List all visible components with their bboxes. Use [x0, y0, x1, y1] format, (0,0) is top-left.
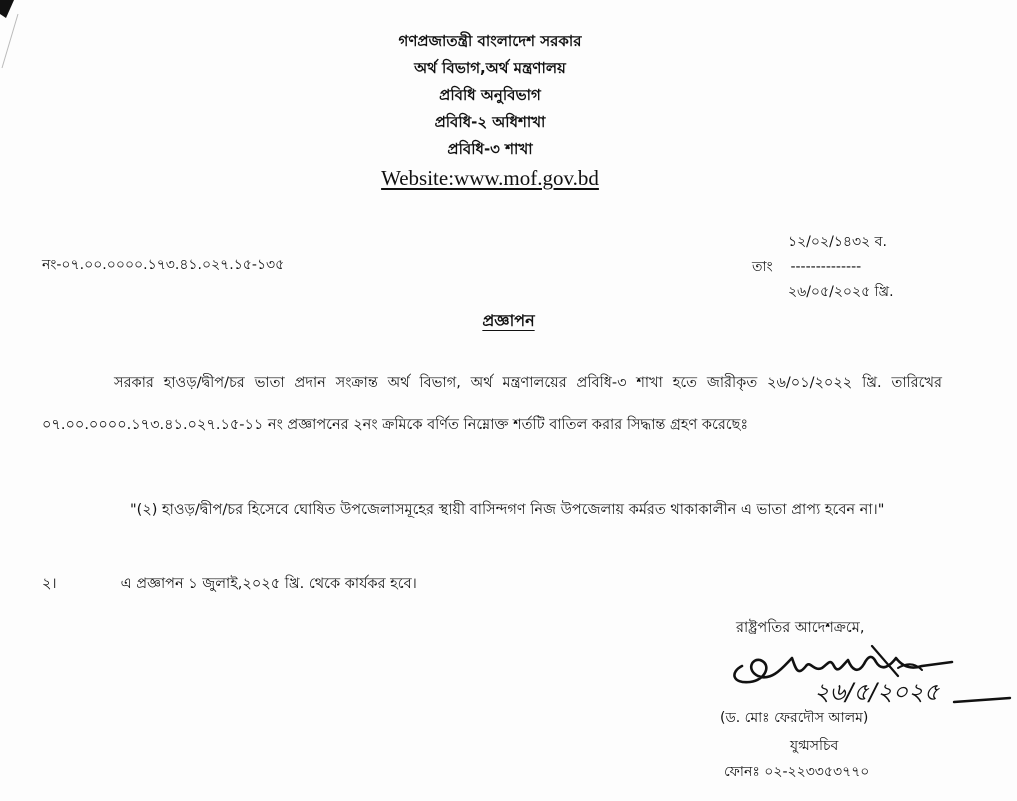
website-link[interactable]: Website:www.mof.gov.bd: [381, 166, 599, 190]
document-title: প্রজ্ঞাপন: [482, 311, 535, 330]
signer-name: (ড. মোঃ ফেরদৌস আলম): [720, 710, 869, 726]
date-label-row: [752, 255, 922, 280]
date-bangla: ১২/০২/১৪৩২ ব.: [788, 234, 887, 250]
signer-designation: যুগ্মসচিব: [790, 738, 839, 754]
handwritten-signature: [722, 636, 1012, 716]
letterhead: [300, 28, 680, 191]
letterhead-line-government: গণপ্রজাতন্ত্রী বাংলাদেশ সরকার: [398, 32, 582, 50]
letterhead-line-division: অর্থ বিভাগ,অর্থ মন্ত্রণালয়: [414, 59, 566, 77]
letterhead-line-subwing: প্রবিধি-২ অধিশাখা: [434, 113, 546, 131]
clause-text: এ প্রজ্ঞাপন ১ জুলাই,২০২৫ খ্রি. থেকে কার্যকর হবে।: [120, 576, 417, 592]
date-dashes: --------------: [790, 259, 862, 275]
date-block: [752, 230, 922, 305]
date-gregorian: ২৬/০৫/২০২৫ খ্রি.: [788, 284, 894, 300]
letterhead-line-wing: প্রবিধি অনুবিভাগ: [439, 86, 541, 104]
quoted-condition: "(২) হাওড়/দ্বীপ/চর হিসেবে ঘোষিত উপজেলাসমূহের স্থায়ী বাসিন্দগণ নিজ উপজেলায় কর্মরত থাকাকালীন এ ভাতা প্রাপ্য হবেন না।": [130, 502, 885, 518]
body-paragraph: সরকার হাওড়/দ্বীপ/চর ভাতা প্রদান সংক্রান্ত অর্থ বিভাগ, অর্থ মন্ত্রণালয়ের প্রবিধি-৩ শাখা হতে জারীকৃত ২৬/০১/২০২২ খ্রি. তারিখের ০৭.০০.০০০০.১৭৩.৪১.০২৭.১৫-১১ নং প্রজ্ঞাপনের ২নং ক্রমিকে বর্ণিত নিম্নোক্ত শর্তটি বাতিল করার সিদ্ধান্ত গ্রহণ করেছেঃ: [42, 375, 942, 433]
by-order-line: রাষ্ট্রপতির আদেশক্রমে,: [736, 620, 865, 636]
memo-number: নং-০৭.০০.০০০০.১৭৩.৪১.০২৭.১৫-১৩৫: [42, 257, 285, 273]
scan-corner-mark: [0, 0, 30, 70]
clause-2: [42, 573, 417, 597]
letterhead-line-branch: প্রবিধি-৩ শাখা: [447, 140, 533, 158]
signer-phone: ফোনঃ ০২-২২৩৩৫৩৭৭০: [724, 764, 870, 780]
date-label: তাং: [752, 259, 773, 275]
clause-number: ২।: [42, 576, 57, 592]
handwritten-date: ২৬/৫/২০২৫: [814, 678, 940, 706]
